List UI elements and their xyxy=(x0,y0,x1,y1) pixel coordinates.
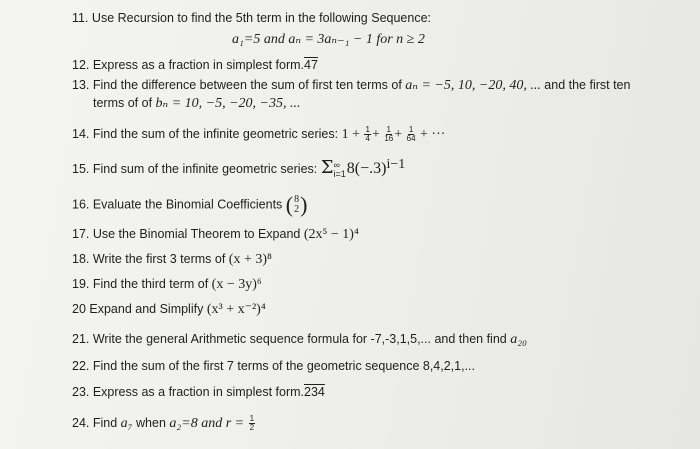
fraction-1: $\frac{1}{4}$ xyxy=(365,125,370,144)
problem-12: 12. Express as a fraction in simplest form.47 xyxy=(72,58,318,72)
problem-11-text: 11. Use Recursion to find the 5th term in the following Sequence: xyxy=(72,11,432,25)
problem-24: 24. Find a₇ when a₂=8 and r = $\frac{1}{2}$ xyxy=(72,414,255,433)
problem-19: 19. Find the third term of (x − 3y)⁶ xyxy=(72,277,262,292)
problem-17: 17. Use the Binomial Theorem to Expand (2x⁵ − 1)⁴ xyxy=(72,227,359,242)
problem-21: 21. Write the general Arithmetic sequence formula for -7,-3,1,5,... and then find a₂₀ xyxy=(72,332,527,347)
problem-20: 20 Expand and Simplify (x³ + x⁻²)⁴ xyxy=(72,302,266,317)
problem-22: 22. Find the sum of the first 7 terms of the geometric sequence 8,4,2,1,... xyxy=(72,359,475,373)
problem-15: 15. Find sum of the infinite geometric series: Σ ∞ i=1 $8(-.3)^{i-1}$ xyxy=(72,156,406,179)
problem-11 xyxy=(72,10,431,26)
problem-23: 23. Express as a fraction in simplest form.234 xyxy=(72,385,325,399)
repeating-decimal: 234 xyxy=(304,385,325,399)
binomial-coefficient: ( 8 2 ) xyxy=(285,192,308,217)
problem-14: 14. Find the sum of the infinite geometric series: 1 + $\frac{1}{4}$ + $\frac{1}{16}$ + $\frac{1}{64}$ + ··· xyxy=(72,125,446,144)
fraction-2: $\frac{1}{16}$ xyxy=(384,125,394,144)
sum-limits: ∞ i=1 xyxy=(333,159,346,179)
repeating-decimal: 47 xyxy=(304,58,318,72)
problem-11-formula: a₁=5 and aₙ = 3aₙ₋₁ − 1 for n ≥ 2 xyxy=(232,32,425,47)
fraction-one-half: $\frac{1}{2}$ xyxy=(249,414,255,433)
problem-13-line1: 13. Find the difference between the sum of first ten terms of aₙ = −5, 10, −20, 40, ... and the first ten xyxy=(72,78,631,93)
fraction-3: $\frac{1}{64}$ xyxy=(406,125,416,144)
problem-18: 18. Write the first 3 terms of (x + 3)⁸ xyxy=(72,252,272,267)
problem-13-line2: terms of of bₙ = 10, −5, −20, −35, ... xyxy=(93,96,301,111)
sigma-symbol: Σ xyxy=(320,157,334,178)
problem-16: 16. Evaluate the Binomial Coefficients ( 8 2 ) xyxy=(72,192,308,217)
